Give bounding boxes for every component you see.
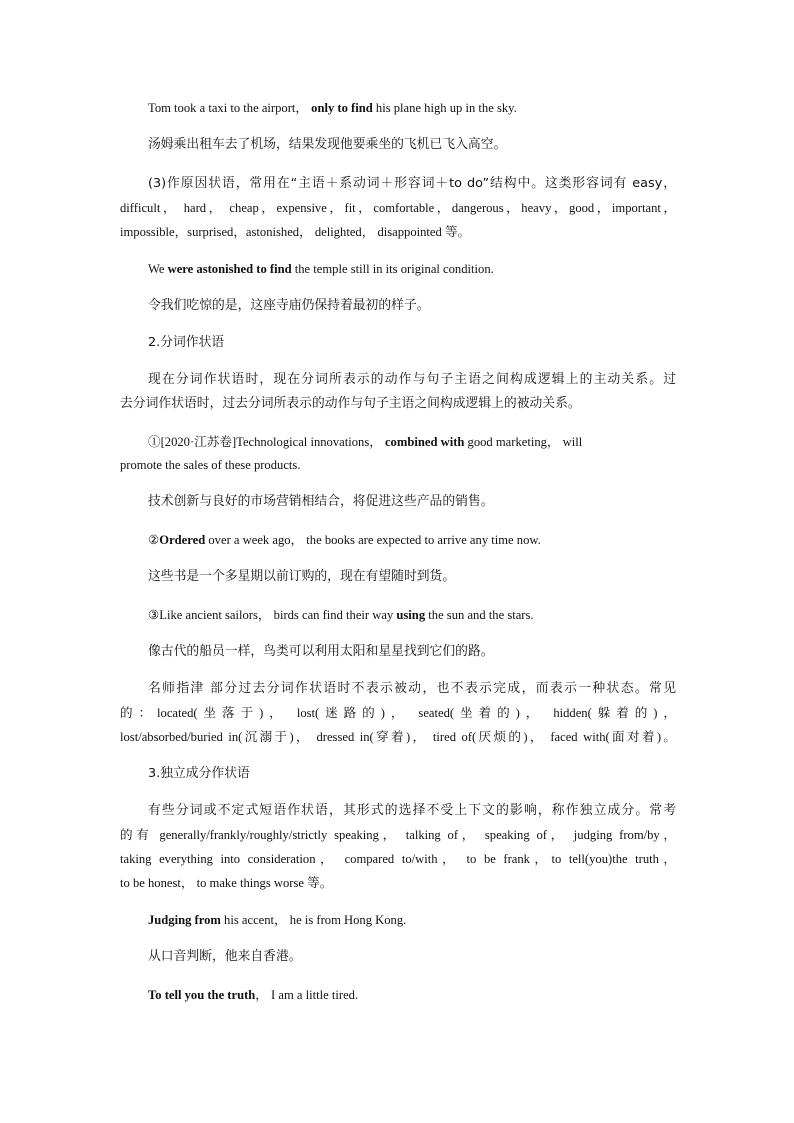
text: We [148, 262, 168, 276]
bold-phrase: using [396, 608, 426, 622]
paragraph-14-line-1: 有些分词或不定式短语作状语，其形式的选择不受上下文的影响，称作独立成分。常考 [148, 803, 676, 818]
paragraph-14-line-3: taking everything into consideration， compared to/with， to be frank，to tell(you)the truth， [120, 852, 676, 866]
paragraph-6-line-1: 现在分词作状语时，现在分词所表示的动作与句子主语之间构成逻辑上的主动关系。过 [148, 372, 676, 387]
example-sentence-3-line-2: promote the sales of these products. [120, 458, 301, 472]
bold-phrase: were astonished to find [167, 262, 292, 276]
text: over a week ago， the books are expected to arrive any time now. [205, 533, 541, 547]
bold-phrase: combined with [384, 435, 465, 449]
paragraph-3-line-2: difficult， hard， cheap，expensive，fit，comfortable，dangerous，heavy，good，important， [120, 201, 676, 215]
tip-line-3: lost/absorbed/buried in(沉溺于)， dressed in(穿着)， tired of(厌烦的)， faced with(面对着)。 [120, 730, 676, 744]
section-heading-2: 2.分词作状语 [148, 335, 225, 350]
example-sentence-3 [148, 430, 676, 454]
paragraph-3-line-3: impossible，surprised，astonished， delighted， disappointed 等。 [120, 225, 471, 239]
text: his plane high up in the sky. [372, 101, 517, 115]
section-heading-3: 3.独立成分作状语 [148, 766, 250, 781]
translation-3: 技术创新与良好的市场营销相结合，将促进这些产品的销售。 [148, 494, 494, 509]
paragraph-6-line-2: 去分词作状语时，过去分词所表示的动作与句子主语之间构成逻辑上的被动关系。 [120, 396, 581, 411]
text: ② [148, 533, 160, 547]
example-sentence-7 [148, 983, 676, 1007]
paragraph-14-line-2: 的有 generally/frankly/roughly/strictly speaking， talking of， speaking of， judging from/by， [120, 828, 676, 842]
text: ， I am a little tired. [255, 988, 359, 1002]
translation-2: 令我们吃惊的是，这座寺庙仍保持着最初的样子。 [148, 298, 430, 313]
example-sentence-5 [148, 603, 676, 627]
text: the temple still in its original condition. [291, 262, 494, 276]
bold-phrase: only to find [311, 101, 373, 115]
paragraph-3-line-1: (3)作原因状语，常用在“主语＋系动词＋形容词＋to do”结构中。这类形容词有 easy， [148, 176, 676, 191]
example-sentence-1 [148, 96, 676, 120]
bold-phrase: Ordered [159, 533, 206, 547]
text: good marketing， will [464, 435, 583, 449]
translation-6: 从口音判断，他来自香港。 [148, 949, 302, 964]
bold-phrase: To tell you the truth [148, 988, 256, 1002]
paragraph-14-line-4: to be honest， to make things worse 等。 [120, 876, 333, 890]
tip-line-1: 名师指津 部分过去分词作状语时不表示被动，也不表示完成，而表示一种状态。常见 [148, 681, 676, 696]
bold-phrase: Judging from [148, 913, 221, 927]
tip-line-2: 的：located(坐落于)， lost(迷路的)， seated(坐着的)， hidden(躲着的)， [120, 706, 676, 720]
translation-4: 这些书是一个多星期以前订购的，现在有望随时到货。 [148, 569, 456, 584]
translation-1: 汤姆乘出租车去了机场，结果发现他要乘坐的飞机已飞入高空。 [148, 137, 507, 152]
text: ①[2020·江苏卷]Technological innovations， [148, 435, 382, 449]
example-sentence-4 [148, 528, 676, 552]
text: his accent， he is from Hong Kong. [220, 913, 407, 927]
translation-5: 像古代的船员一样，鸟类可以利用太阳和星星找到它们的路。 [148, 644, 494, 659]
example-sentence-2 [148, 257, 676, 281]
text: the sun and the stars. [425, 608, 534, 622]
text: ③Like ancient sailors， birds can find their way [148, 608, 397, 622]
text: Tom took a taxi to the airport， [148, 101, 309, 115]
example-sentence-6 [148, 908, 676, 932]
